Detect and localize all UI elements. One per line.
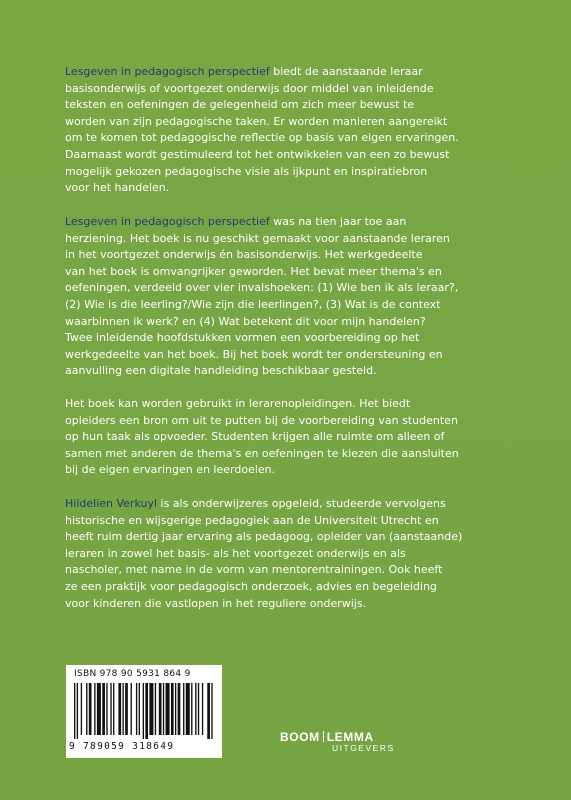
- barcode-bar: [191, 683, 192, 735]
- barcode-bar: [145, 683, 148, 739]
- blurb-line: Het boek kan worden gebruikt in lerarenopleidingen. Het biedt: [65, 397, 411, 410]
- blurb-line: is als onderwijzeres opgeleid, studeerde vervolgens: [157, 497, 446, 510]
- barcode-bar: [74, 683, 75, 739]
- barcode-bar: [139, 683, 140, 735]
- barcode-bar: [195, 683, 196, 735]
- blurb-line: voor het handelen.: [65, 181, 170, 195]
- barcode-bar: [102, 683, 105, 735]
- book-title-highlight: Lesgeven in pedagogisch perspectief: [65, 215, 270, 228]
- book-title-highlight: Lesgeven in pedagogisch perspectief: [65, 65, 270, 78]
- barcode-bar: [125, 683, 128, 735]
- barcode-bar: [106, 683, 107, 735]
- barcode-bar: [207, 683, 210, 739]
- barcode-bar: [86, 683, 87, 735]
- blurb-line: oefeningen, verdeeld over vier invalshoeken: (1) Wie ben ik als leraar?,: [65, 281, 459, 295]
- barcode-bar: [136, 683, 137, 735]
- blurb-line: nascholer, met name in de vorm van mentorentrainingen. Ook heeft: [65, 563, 443, 577]
- barcode-bar: [202, 683, 203, 735]
- barcode-bar: [198, 683, 199, 735]
- blurb-line: Twee inleidende hoofdstukken vormen een voorbereiding op het: [65, 331, 420, 345]
- barcode-bar: [122, 683, 123, 735]
- blurb-line: voor kinderen die vastlopen in het reguliere onderwijs.: [65, 596, 367, 610]
- author-name-highlight: Hildelien Verkuyl: [65, 497, 158, 510]
- barcode-bar: [81, 683, 82, 735]
- barcode-bar: [178, 683, 181, 735]
- barcode-icon: [74, 683, 214, 739]
- blurb-line: historische en wijsgerige pedagogiek aan de Universiteit Utrecht en: [65, 513, 439, 527]
- blurb-line: aanvulling een digitale handleiding beschikbaar gesteld.: [65, 364, 377, 378]
- blurb-line: bij de eigen ervaringen en leerdoelen.: [65, 463, 276, 477]
- blurb-line: (2) Wie is die leerling?/Wie zijn die leerlingen?, (3) Wat is de context: [65, 297, 441, 311]
- barcode-bar: [110, 683, 111, 735]
- barcode-digits: 9 789059 318649: [69, 741, 175, 752]
- barcode-bar: [183, 683, 184, 735]
- publisher-divider: [323, 731, 324, 742]
- blurb-line: Daarnaast wordt gestimuleerd tot het ontwikkelen van een zo bewust: [65, 147, 450, 161]
- barcode-bar: [77, 683, 78, 739]
- blurb-line: in het voortgezet onderwijs én basisonderwijs. Het werkgedeelte: [65, 248, 423, 262]
- barcode-bar: [159, 683, 162, 735]
- blurb-line: op hun taak als opvoeder. Studenten krijgen alle ruimte om alleen of: [65, 430, 445, 444]
- barcode-bar: [118, 683, 121, 735]
- blurb-line: leraren in zowel het basis- als het voortgezet onderwijs en als: [65, 546, 406, 560]
- blurb-line: worden van zijn pedagogische taken. Er worden manieren aangereikt: [65, 114, 448, 128]
- barcode-bar: [94, 683, 95, 735]
- blurb-line: mogelijk gekozen pedagogische visie als ijkpunt en inspiratiebron: [65, 164, 428, 178]
- barcode-bar: [211, 683, 212, 739]
- blurb-line: basisonderwijs of voortgezet onderwijs door middel van inleidende: [65, 81, 434, 95]
- blurb-line: ze een praktijk voor pedagogisch onderzoek, advies en begeleiding: [65, 579, 437, 593]
- publisher-name-left: BOOM: [280, 730, 320, 744]
- blurb-paragraph-3: [65, 396, 545, 479]
- blurb-line: werkgedeelte van het boek. Bij het boek wordt ter ondersteuning en: [65, 347, 443, 361]
- blurb-paragraph-2: [65, 214, 545, 380]
- blurb-line: van het boek is omvangrijker geworden. Het bevat meer thema's en: [65, 264, 442, 278]
- publisher-subtitle: UITGEVERS: [332, 743, 395, 753]
- barcode-bar: [97, 683, 101, 735]
- publisher-name-right: LEMMA: [326, 730, 374, 744]
- barcode-bar: [143, 683, 144, 739]
- barcode-bar: [149, 683, 153, 735]
- barcode-bar: [155, 683, 156, 735]
- barcode-label: [66, 665, 222, 758]
- barcode-bar: [163, 683, 164, 735]
- barcode-bar: [186, 683, 190, 735]
- blurb-line: was na tien jaar toe aan: [269, 215, 407, 228]
- barcode-bar: [166, 683, 170, 735]
- barcode-bar: [131, 683, 132, 735]
- author-bio: [65, 496, 545, 612]
- blurb-line: herziening. Het boek is nu geschikt gemaakt voor aanstaande leraren: [65, 231, 450, 245]
- barcode-bar: [175, 683, 176, 735]
- blurb-line: teksten en oefeningen de gelegenheid om zich meer bewust te: [65, 98, 415, 112]
- blurb-line: samen met anderen de thema's en oefeningen te kiezen die aansluiten: [65, 446, 459, 460]
- blurb-paragraph-1: [65, 64, 545, 197]
- blurb-line: biedt de aanstaande leraar: [269, 65, 423, 78]
- isbn-text: ISBN 978 90 5931 864 9: [74, 669, 191, 679]
- barcode-bar: [89, 683, 92, 735]
- blurb-line: opleiders een bron om uit te putten bij de voorbereiding van studenten: [65, 413, 458, 427]
- blurb-line: waarbinnen ik werk? en (4) Wat betekent dit voor mijn handelen?: [65, 314, 426, 328]
- barcode-bar: [113, 683, 114, 735]
- blurb-line: om te komen tot pedagogische reflectie op basis van eigen ervaringen.: [65, 131, 459, 145]
- barcode-bar: [171, 683, 174, 735]
- publisher-logo: [280, 730, 395, 753]
- blurb-line: heeft ruim dertig jaar ervaring als pedagoog, opleider van (aanstaande): [65, 530, 463, 544]
